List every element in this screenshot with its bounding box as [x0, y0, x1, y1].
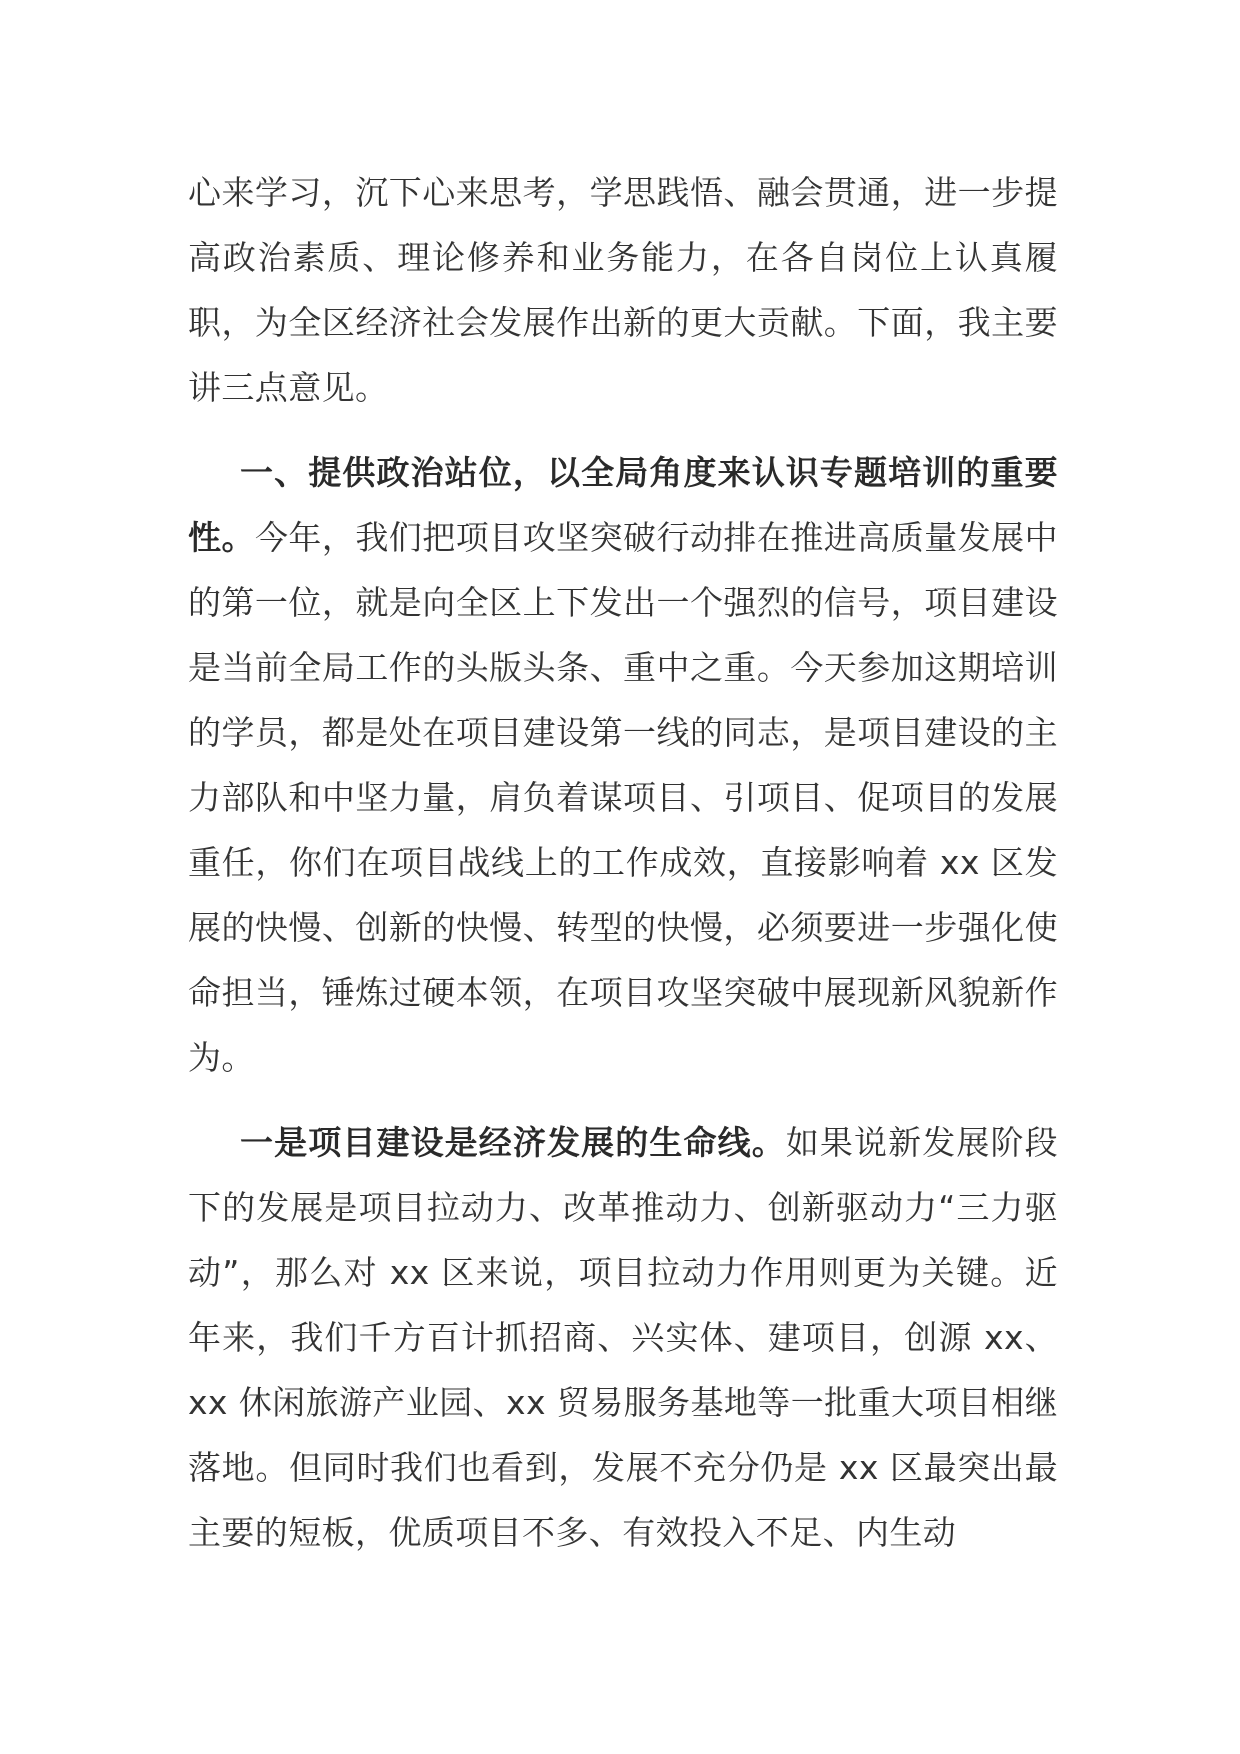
paragraph-text: 如果说新发展阶段下的发展是项目拉动力、改革推动力、创新驱动力“三力驱动”，那么对 xx 区来说，项目拉动力作用则更为关键。近年来，我们千方百计抓招商、兴实体、建项目，创源 xx、xx 休闲旅游产业园、xx 贸易服务基地等一批重大项目相继落地。但同时我们也看到，发展不充分仍是 xx 区最突出最主要的短板，优质项目不多、有效投入不足、内生动 — [188, 1123, 1059, 1552]
point-heading: 一是项目建设是经济发展的生命线。 — [240, 1123, 786, 1162]
paragraph-section-one — [188, 440, 1058, 1090]
section-heading: 一、提供政治站位，以全局角度来认识专题培训的重要性。 — [188, 453, 1058, 557]
paragraph-text: 心来学习，沉下心来思考，学思践悟、融会贯通，进一步提高政治素质、理论修养和业务能力，在各自岗位上认真履职，为全区经济社会发展作出新的更大贡献。下面，我主要讲三点意见。 — [188, 173, 1058, 407]
paragraph-intro — [188, 160, 1058, 420]
document-body — [188, 160, 1058, 1565]
paragraph-text: 今年，我们把项目攻坚突破行动排在推进高质量发展中的第一位，就是向全区上下发出一个强烈的信号，项目建设是当前全局工作的头版头条、重中之重。今天参加这期培训的学员，都是处在项目建设第一线的同志，是项目建设的主力部队和中坚力量，肩负着谋项目、引项目、促项目的发展重任，你们在项目战线上的工作成效，直接影响着 xx 区发展的快慢、创新的快慢、转型的快慢，必须要进一步强化使命担当，锤炼过硬本领，在项目攻坚突破中展现新风貌新作为。 — [188, 518, 1058, 1077]
paragraph-point-one — [188, 1110, 1058, 1565]
